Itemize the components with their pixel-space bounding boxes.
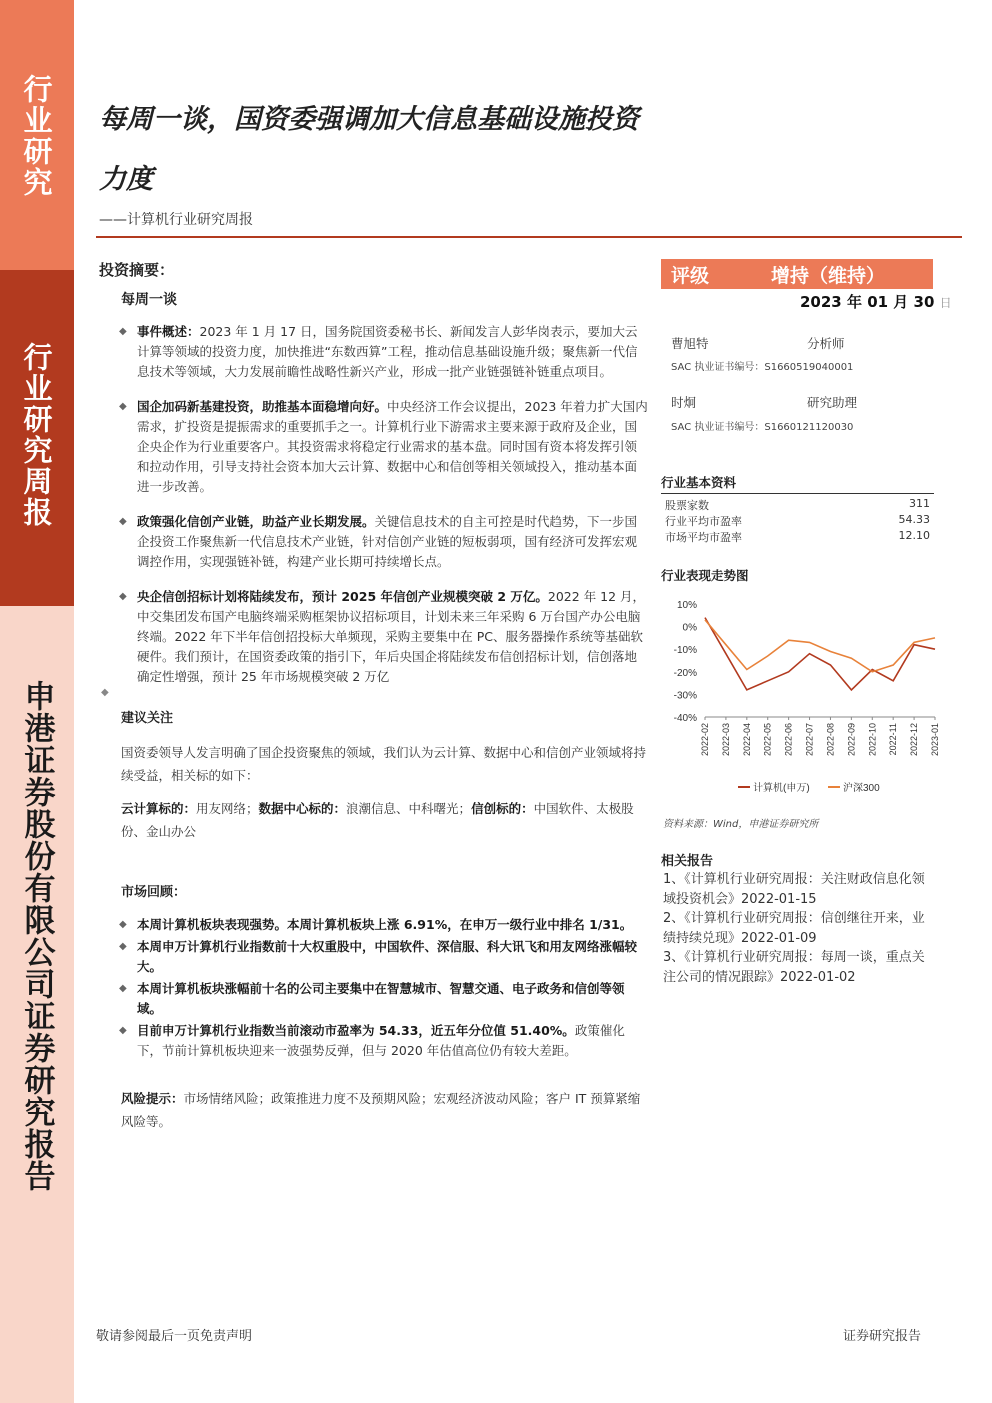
dc-label: 数据中心标的： [258, 801, 347, 816]
market-bullet-text: 本周计算机板块表现强势。本周计算机板块上涨 6.91%，在申万一级行业中排名 1/31。 [137, 917, 633, 932]
analyst-role: 分析师 [807, 336, 845, 351]
market-bullet [99, 1021, 649, 1061]
report-date [800, 291, 952, 312]
main-column [99, 260, 649, 1143]
recommend-targets [121, 797, 649, 843]
basics-label: 市场平均市盈率 [665, 531, 742, 544]
rating-label: 评级 [671, 264, 710, 287]
related-title: 相关报告 [661, 854, 714, 869]
report-date-tail: 日 [939, 296, 952, 310]
empty-bullet-icon: ◆ [101, 687, 109, 698]
y-tick-label: -30% [673, 690, 697, 702]
report-date-main: 2023 年 01 月 30 [800, 293, 935, 311]
x-tick-label: 2022-04 [741, 723, 752, 757]
legend-label: 沪深300 [843, 783, 880, 794]
basics-label: 行业平均市盈率 [665, 515, 742, 528]
analyst-cert: SAC 执业证书编号：S1660519040001 [671, 362, 854, 373]
band-label-weekly: 行业研究周报 [19, 342, 54, 528]
x-tick-label: 2023-01 [930, 723, 940, 757]
related-report-link[interactable]: 3、《计算机行业研究周报：每周一谈，重点关注公司的情况跟踪》2022-01-02 [663, 950, 925, 985]
related-report-link[interactable]: 2、《计算机行业研究周报：信创继往开来，业绩持续兑现》2022-01-09 [663, 911, 925, 946]
cloud-targets: 用友网络； [196, 801, 259, 816]
series-line-hs300 [705, 620, 935, 672]
diamond-bullet-icon: ◆ [119, 401, 127, 412]
related-report-link[interactable]: 1、《计算机行业研究周报：关注财政信息化领域投资机会》2022-01-15 [663, 872, 925, 907]
market-bullet-note: 政策催化下，节前计算机板块迎来一波强势反弹，但与 2020 年估值高位仍有较大差距。 [137, 1023, 625, 1058]
cloud-label: 云计算标的： [121, 801, 197, 816]
report-subtitle: ——计算机行业研究周报 [99, 212, 253, 228]
side-band-top [0, 0, 74, 270]
y-tick-label: -20% [673, 667, 697, 679]
basics-value: 54.33 [898, 513, 930, 526]
diamond-bullet-icon: ◆ [119, 941, 127, 952]
x-tick-label: 2022-09 [846, 723, 857, 757]
risk-label: 风险提示： [121, 1091, 184, 1106]
market-bullet-text: 目前申万计算机行业指数当前滚动市盈率为 54.33，近五年分位值 51.40%。 [137, 1023, 575, 1038]
header-divider [96, 236, 962, 238]
xc-label: 信创标的： [471, 801, 534, 816]
summary-heading: 投资摘要： [99, 261, 175, 279]
diamond-bullet-icon: ◆ [119, 983, 127, 994]
rating-value: 增持（维持） [771, 264, 886, 287]
x-tick-label: 2022-07 [804, 723, 815, 757]
x-tick-label: 2022-11 [888, 723, 899, 756]
analyst-name: 时炯 [671, 395, 697, 410]
diamond-bullet-icon: ◆ [119, 919, 127, 930]
y-tick-label: 0% [682, 622, 697, 634]
risk-text: 市场情绪风险；政策推进力度不及预期风险；宏观经济波动风险；客户 IT 预算紧缩风险等。 [121, 1091, 641, 1129]
y-tick-label: -40% [673, 713, 697, 724]
footer-disclaimer: 敬请参阅最后一页免责声明 [96, 1329, 253, 1344]
report-title: 每周一谈，国资委强调加大信息基础设施投资力度 [99, 104, 639, 195]
performance-chart [660, 590, 945, 805]
market-bullet [99, 979, 649, 1019]
diamond-bullet-icon: ◆ [119, 516, 127, 527]
bullet-lead: 事件概述： [137, 324, 200, 339]
bullet-text: 关键信息技术的自主可控是时代趋势，下一步国企投资工作聚焦新一代信息技术产业链，针对信创产业链的短板弱项，国有经济可发挥宏观调控作用，实现强链补链，构建产业长期可持续增长点。 [137, 514, 638, 569]
market-bullet [99, 937, 649, 977]
summary-bullet [99, 322, 649, 382]
dc-targets: 浪潮信息、中科曙光； [346, 801, 472, 816]
series-line-computer [705, 618, 935, 690]
band-label-industry-research: 行业研究 [19, 74, 54, 198]
bullet-text: 中央经济工作会议提出，2023 年着力扩大国内需求，扩投资是提振需求的重要抓手之一。计算机行业下游需求主要来源于政府及企业，国企央企作为行业重要客户。其投资需求将稳定行业需求的基本盘。同时国有资本将发挥引领和拉动作用，引导支持社会资本加大云计算、数据中心和信创等相关领域投入，推动基本面进一步改善。 [137, 399, 648, 494]
chart-source: 资料来源：Wind，申港证券研究所 [663, 819, 819, 830]
y-tick-label: 10% [676, 600, 697, 611]
bullet-lead: 政策强化信创产业链，助益产业长期发展。 [137, 514, 375, 529]
basics-row [665, 513, 930, 529]
analyst-row [671, 393, 857, 411]
market-bullet-text: 本周计算机板块涨幅前十名的公司主要集中在智慧城市、智慧交通、电子政务和信创等领域。 [137, 981, 625, 1016]
market-heading: 市场回顾： [121, 885, 187, 900]
y-tick-label: -10% [673, 645, 697, 657]
market-bullet [99, 915, 649, 935]
side-band-bottom [0, 606, 74, 1403]
x-tick-label: 2022-03 [720, 723, 731, 757]
x-tick-label: 2022-12 [909, 723, 920, 757]
bullet-text: 2022 年 12 月，中交集团发布国产电脑终端采购框架协议招标项目，计划未来三年采购 6 万台国产办公电脑终端。2022 年下半年信创招投标大单频现，采购主要集中在 PC、服务器操作系统等基础软硬件。我们预计，在国资委政策的指引下，年后央国企将陆续发布信创招标计划，信创落地确定性增强，预计 25 年市场规模突破 2 万亿 [137, 589, 646, 684]
basics-value: 12.10 [898, 529, 930, 542]
x-tick-label: 2022-02 [700, 723, 710, 757]
analyst-cert: SAC 执业证书编号：S1660121120030 [671, 422, 854, 433]
summary-bullet [99, 397, 649, 497]
footer-label: 证券研究报告 [843, 1329, 922, 1344]
summary-bullet [99, 587, 649, 687]
side-band-middle [0, 270, 74, 606]
summary-bullet [99, 512, 649, 572]
diamond-bullet-icon: ◆ [119, 326, 127, 337]
rating-bar [661, 259, 933, 289]
band-label-company: 申港证券股份有限公司证券研究报告 [18, 680, 55, 1192]
analyst-row [671, 334, 845, 352]
bullet-lead: 央企信创招标计划将陆续发布，预计 2025 年信创产业规模突破 2 万亿。 [137, 589, 548, 604]
basics-title: 行业基本资料 [661, 473, 934, 494]
risk-warning [121, 1087, 649, 1133]
diamond-bullet-icon: ◆ [119, 591, 127, 602]
x-tick-label: 2022-10 [867, 723, 878, 757]
bullet-lead: 国企加码新基建投资，助推基本面稳增向好。 [137, 399, 388, 414]
basics-row [665, 529, 930, 545]
market-bullet-text: 本周申万计算机行业指数前十大权重股中，中国软件、深信服、科大讯飞和用友网络涨幅较大。 [137, 939, 638, 974]
x-tick-label: 2022-06 [783, 723, 794, 757]
analyst-role: 研究助理 [807, 395, 858, 410]
bullet-text: 2023 年 1 月 17 日，国务院国资委秘书长、新闻发言人彭华岗表示，要加大云计算等领域的投资力度，加快推进“东数西算”工程，推动信息基础设施升级；聚焦新一代信息技术等领域，大力发展前瞻性战略性新兴产业，形成一批产业链强链补链重点项目。 [137, 324, 638, 379]
basics-row [665, 497, 930, 513]
basics-label: 股票家数 [665, 499, 709, 512]
x-tick-label: 2022-08 [825, 723, 836, 757]
x-tick-label: 2022-05 [762, 723, 773, 757]
chart-title: 行业表现走势图 [661, 568, 749, 583]
legend-label: 计算机(申万) [753, 783, 810, 794]
recommend-paragraph: 国资委领导人发言明确了国企投资聚焦的领域，我们认为云计算、数据中心和信创产业领域将持续受益，相关标的如下： [121, 745, 647, 783]
analyst-name: 曹旭特 [671, 336, 709, 351]
basics-value: 311 [909, 497, 930, 510]
xc-targets: 中国软件、太极股份、金山办公 [121, 801, 634, 839]
summary-subheading: 每周一谈 [121, 292, 177, 308]
diamond-bullet-icon: ◆ [119, 1025, 127, 1036]
recommend-heading: 建议关注 [121, 711, 174, 726]
